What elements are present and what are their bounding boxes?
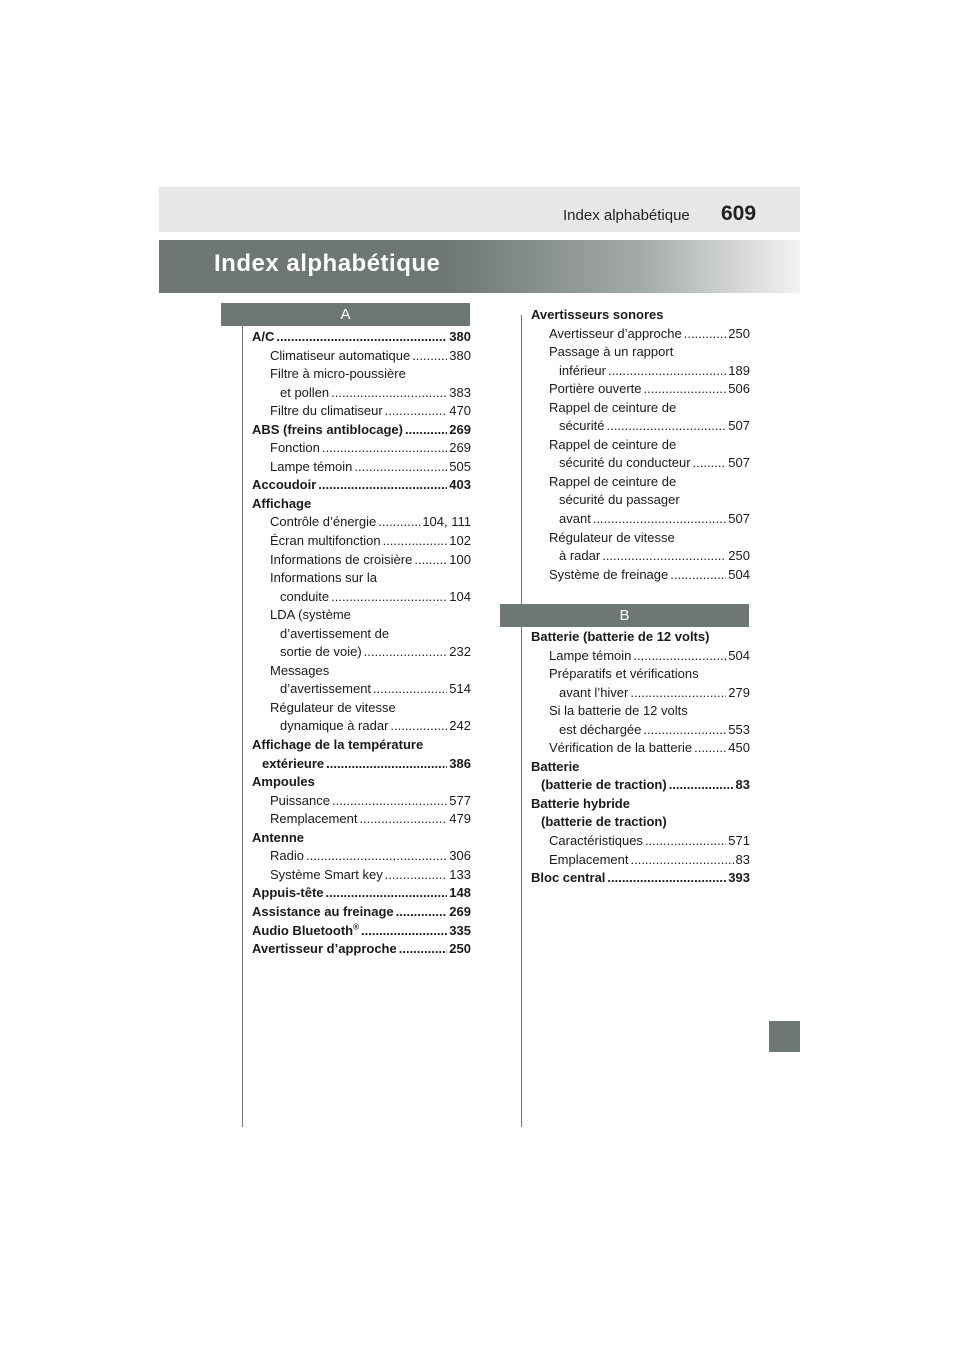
index-entry bbox=[531, 869, 750, 888]
index-term: Préparatifs et vérifications bbox=[549, 666, 699, 682]
page-ref: 104, 111 bbox=[422, 514, 471, 530]
dot-leader bbox=[385, 866, 448, 885]
index-entry bbox=[252, 421, 471, 440]
index-entry bbox=[252, 847, 471, 866]
page-ref: 504 bbox=[728, 566, 750, 582]
index-term: sécurité bbox=[559, 418, 605, 434]
index-entry bbox=[252, 662, 471, 681]
index-term: LDA (système bbox=[270, 607, 351, 623]
index-term: Climatiseur automatique bbox=[270, 347, 411, 363]
dot-leader bbox=[693, 454, 727, 473]
index-entry bbox=[252, 773, 471, 792]
page-ref: 403 bbox=[449, 477, 471, 493]
page-ref: 514 bbox=[449, 681, 471, 697]
page-ref: 380 bbox=[449, 329, 471, 344]
index-entry bbox=[252, 606, 471, 625]
index-entry bbox=[252, 884, 471, 903]
column-rule-right bbox=[521, 315, 522, 1127]
page-ref: 83 bbox=[735, 777, 750, 793]
page-ref: 306 bbox=[449, 848, 471, 864]
index-entry bbox=[531, 702, 750, 721]
dot-leader bbox=[276, 328, 447, 347]
index-entry bbox=[531, 628, 750, 647]
index-entry bbox=[531, 436, 750, 455]
index-term: est déchargée bbox=[559, 721, 642, 737]
page-ref: 393 bbox=[728, 870, 750, 886]
index-entry bbox=[252, 625, 471, 644]
index-term: Passage à un rapport bbox=[549, 344, 674, 360]
page-ref: 250 bbox=[449, 941, 471, 957]
index-entry bbox=[531, 473, 750, 492]
page-ref: 83 bbox=[735, 851, 750, 867]
page-ref: 279 bbox=[728, 684, 750, 700]
dot-leader bbox=[332, 792, 447, 811]
page-title: Index alphabétique bbox=[214, 250, 441, 277]
index-entry bbox=[252, 699, 471, 718]
page-ref: 242 bbox=[449, 718, 471, 734]
dot-leader bbox=[630, 851, 733, 870]
page-ref: 100 bbox=[449, 551, 471, 567]
index-term: Système Smart key bbox=[270, 866, 383, 882]
index-entry bbox=[531, 510, 750, 529]
dot-leader bbox=[607, 869, 726, 888]
index-term: Ampoules bbox=[252, 774, 315, 790]
index-term: Emplacement bbox=[549, 851, 629, 867]
dot-leader bbox=[694, 739, 726, 758]
dot-leader bbox=[644, 380, 727, 399]
index-term: Antenne bbox=[252, 829, 304, 845]
index-term: Bloc central bbox=[531, 870, 606, 886]
index-term: Remplacement bbox=[270, 811, 358, 827]
index-entry bbox=[252, 755, 471, 774]
dot-leader bbox=[669, 776, 734, 795]
page-ref: 269 bbox=[449, 421, 471, 437]
index-entry bbox=[252, 829, 471, 848]
index-term: Système de freinage bbox=[549, 566, 669, 582]
dot-leader bbox=[645, 832, 726, 851]
index-term: Assistance au freinage bbox=[252, 903, 394, 919]
index-term: A/C bbox=[252, 329, 275, 344]
index-term: inférieur bbox=[559, 362, 606, 378]
index-entry bbox=[531, 343, 750, 362]
index-entry bbox=[531, 306, 750, 325]
index-entry bbox=[531, 739, 750, 758]
index-entry bbox=[531, 684, 750, 703]
index-term: Batterie (batterie de 12 volts) bbox=[531, 629, 710, 644]
index-entry bbox=[252, 588, 471, 607]
index-entry bbox=[531, 851, 750, 870]
page-ref: 479 bbox=[449, 811, 471, 827]
index-entry bbox=[252, 940, 471, 959]
index-entry bbox=[531, 325, 750, 344]
index-term: Écran multifonction bbox=[270, 533, 381, 549]
index-entry bbox=[252, 922, 471, 941]
index-entry bbox=[531, 547, 750, 566]
page-ref: 383 bbox=[449, 384, 471, 400]
index-term: Régulateur de vitesse bbox=[270, 699, 396, 715]
page-ref: 380 bbox=[449, 347, 471, 363]
index-term: Filtre à micro-poussière bbox=[270, 366, 406, 382]
index-entry bbox=[252, 643, 471, 662]
index-entry bbox=[252, 866, 471, 885]
index-term: Accoudoir bbox=[252, 477, 317, 493]
index-term: Avertisseur d’approche bbox=[549, 325, 682, 341]
index-term: Radio bbox=[270, 848, 304, 864]
index-term: Batterie hybride bbox=[531, 795, 630, 811]
page-number: 609 bbox=[721, 202, 757, 225]
page-ref: 250 bbox=[728, 548, 750, 564]
index-entry bbox=[531, 813, 750, 832]
index-term: Informations sur la bbox=[270, 570, 377, 586]
dot-leader bbox=[385, 402, 448, 421]
index-entry bbox=[531, 529, 750, 548]
index-term: Batterie bbox=[531, 758, 580, 774]
index-entry bbox=[252, 569, 471, 588]
index-entry bbox=[531, 665, 750, 684]
index-term: à radar bbox=[559, 548, 601, 564]
dot-leader bbox=[354, 458, 447, 477]
index-column-a bbox=[252, 328, 471, 959]
index-entry bbox=[531, 758, 750, 777]
index-entry bbox=[531, 795, 750, 814]
header-band bbox=[159, 187, 800, 232]
dot-leader bbox=[373, 680, 447, 699]
index-term: Rappel de ceinture de bbox=[549, 473, 677, 489]
dot-leader bbox=[643, 721, 726, 740]
page-ref: 470 bbox=[449, 403, 471, 419]
index-term: Régulateur de vitesse bbox=[549, 529, 675, 545]
index-term: Rappel de ceinture de bbox=[549, 399, 677, 415]
header-title: Index alphabétique bbox=[563, 207, 690, 224]
page-ref: 506 bbox=[728, 381, 750, 397]
column-rule-left bbox=[242, 315, 243, 1127]
index-term: d’avertissement bbox=[280, 681, 372, 697]
index-entry bbox=[252, 402, 471, 421]
dot-leader bbox=[414, 551, 447, 570]
dot-leader bbox=[383, 532, 448, 551]
index-entry bbox=[252, 903, 471, 922]
index-term: Vérification de la batterie bbox=[549, 740, 693, 756]
page-ref: 104 bbox=[449, 588, 471, 604]
index-term: sécurité du conducteur bbox=[559, 455, 691, 471]
index-entry bbox=[252, 717, 471, 736]
index-term: ABS (freins antiblocage) bbox=[252, 421, 403, 437]
dot-leader bbox=[593, 510, 726, 529]
index-entry bbox=[252, 384, 471, 403]
page-ref: 250 bbox=[728, 325, 750, 341]
index-entry bbox=[531, 566, 750, 585]
index-term: Filtre du climatiseur bbox=[270, 403, 383, 419]
index-term: Fonction bbox=[270, 440, 320, 456]
section-header-b: B bbox=[500, 604, 749, 627]
dot-leader bbox=[608, 362, 726, 381]
section-header-a: A bbox=[221, 303, 470, 326]
dot-leader bbox=[684, 325, 727, 344]
index-entry bbox=[252, 736, 471, 755]
page-ref: 507 bbox=[728, 455, 750, 471]
dot-leader bbox=[607, 417, 727, 436]
page-ref: 571 bbox=[728, 833, 750, 849]
page-ref: 269 bbox=[449, 903, 471, 919]
index-entry bbox=[531, 491, 750, 510]
index-entry bbox=[531, 776, 750, 795]
dot-leader bbox=[322, 439, 447, 458]
dot-leader bbox=[405, 421, 447, 440]
page-ref: 102 bbox=[449, 533, 471, 549]
page-ref: 505 bbox=[449, 458, 471, 474]
index-term: dynamique à radar bbox=[280, 718, 389, 734]
index-term: Rappel de ceinture de bbox=[549, 436, 677, 452]
dot-leader bbox=[633, 647, 726, 666]
index-term: sortie de voie) bbox=[280, 644, 362, 660]
dot-leader bbox=[390, 717, 447, 736]
index-term: avant l’hiver bbox=[559, 684, 629, 700]
index-entry bbox=[252, 328, 471, 347]
index-entry bbox=[252, 458, 471, 477]
index-term: Caractéristiques bbox=[549, 833, 643, 849]
page-ref: 507 bbox=[728, 418, 750, 434]
index-entry bbox=[252, 532, 471, 551]
index-term: Affichage de la température bbox=[252, 737, 424, 753]
page-ref: 553 bbox=[728, 721, 750, 737]
index-term: extérieure bbox=[262, 755, 325, 771]
index-entry bbox=[252, 495, 471, 514]
dot-leader bbox=[326, 755, 447, 774]
page-ref: 386 bbox=[449, 755, 471, 771]
dot-leader bbox=[306, 847, 447, 866]
page-ref: 133 bbox=[449, 866, 471, 882]
index-entry bbox=[531, 832, 750, 851]
registered-mark: ® bbox=[353, 922, 359, 932]
index-entry bbox=[531, 721, 750, 740]
index-term: Appuis-tête bbox=[252, 885, 324, 901]
dot-leader bbox=[396, 903, 448, 922]
dot-leader bbox=[670, 566, 726, 585]
page-ref: 189 bbox=[728, 362, 750, 378]
index-term: Audio Bluetooth® bbox=[252, 922, 359, 938]
index-entry bbox=[252, 810, 471, 829]
page-ref: 450 bbox=[728, 740, 750, 756]
index-entry bbox=[252, 551, 471, 570]
index-term: avant bbox=[559, 511, 591, 527]
index-term: Contrôle d’énergie bbox=[270, 514, 377, 530]
dot-leader bbox=[364, 643, 448, 662]
index-term: Affichage bbox=[252, 495, 312, 511]
page-ref: 507 bbox=[728, 511, 750, 527]
index-term: Portière ouverte bbox=[549, 381, 642, 397]
index-entry bbox=[252, 476, 471, 495]
index-term: conduite bbox=[280, 588, 330, 604]
dot-leader bbox=[326, 884, 448, 903]
page-ref: 148 bbox=[449, 885, 471, 901]
index-entry bbox=[252, 439, 471, 458]
dot-leader bbox=[412, 347, 447, 366]
index-entry bbox=[531, 362, 750, 381]
index-term: Messages bbox=[270, 662, 330, 678]
dot-leader bbox=[630, 684, 726, 703]
index-term: (batterie de traction) bbox=[541, 777, 667, 793]
index-term: Si la batterie de 12 volts bbox=[549, 703, 688, 719]
index-entry bbox=[252, 347, 471, 366]
index-entry bbox=[531, 417, 750, 436]
index-entry bbox=[252, 792, 471, 811]
dot-leader bbox=[331, 384, 447, 403]
index-entry bbox=[531, 454, 750, 473]
index-entry bbox=[252, 680, 471, 699]
dot-leader bbox=[331, 588, 447, 607]
index-term: sécurité du passager bbox=[559, 492, 680, 508]
index-term: Lampe témoin bbox=[549, 647, 632, 663]
index-entry bbox=[252, 513, 471, 532]
index-term: Informations de croisière bbox=[270, 551, 413, 567]
page-ref: 504 bbox=[728, 647, 750, 663]
index-column-b-bottom bbox=[531, 628, 750, 888]
page-ref: 335 bbox=[449, 922, 471, 938]
index-term: Lampe témoin bbox=[270, 458, 353, 474]
index-entry bbox=[531, 399, 750, 418]
chapter-tab bbox=[769, 1021, 800, 1052]
index-term: Avertisseurs sonores bbox=[531, 307, 664, 322]
index-term: Puissance bbox=[270, 792, 330, 808]
dot-leader bbox=[399, 940, 448, 959]
index-term: (batterie de traction) bbox=[541, 814, 667, 830]
dot-leader bbox=[361, 922, 447, 941]
page-ref: 232 bbox=[449, 644, 471, 660]
page-ref: 269 bbox=[449, 440, 471, 456]
dot-leader bbox=[378, 513, 420, 532]
index-entry bbox=[531, 380, 750, 399]
index-term: et pollen bbox=[280, 384, 330, 400]
index-entry bbox=[252, 365, 471, 384]
index-entry bbox=[531, 647, 750, 666]
dot-leader bbox=[359, 810, 447, 829]
dot-leader bbox=[602, 547, 726, 566]
index-term: Avertisseur d’approche bbox=[252, 941, 397, 957]
index-term: d’avertissement de bbox=[280, 625, 390, 641]
dot-leader bbox=[318, 476, 447, 495]
page-ref: 577 bbox=[449, 792, 471, 808]
index-column-b-top bbox=[531, 306, 750, 584]
